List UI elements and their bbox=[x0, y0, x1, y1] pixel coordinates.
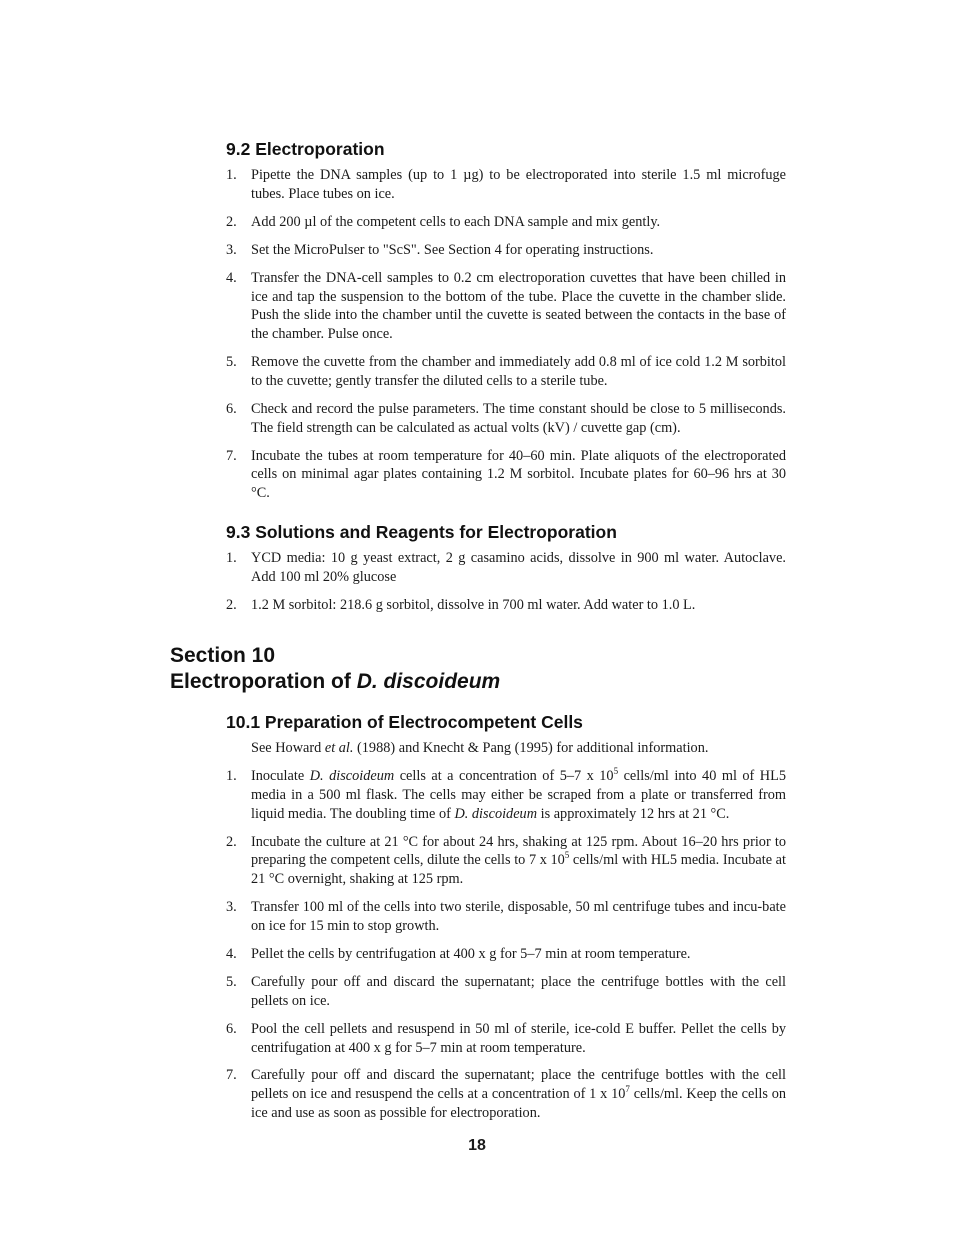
list-item bbox=[226, 1066, 786, 1122]
list-item bbox=[226, 241, 786, 260]
list-item bbox=[226, 833, 786, 889]
list-10-1 bbox=[226, 767, 786, 1132]
item-number: 6. bbox=[226, 1020, 237, 1037]
intro-text: See Howard bbox=[251, 740, 325, 756]
page-number: 18 bbox=[468, 1137, 486, 1154]
item-text: cells/ml into 40 ml of HL5 media in a 500 ml flask. The cells may either be scraped from a plate or transferred from liquid media. The doubling time of bbox=[251, 768, 787, 822]
item-number: 1. bbox=[226, 768, 237, 784]
item-text: Check and record the pulse parameters. The time constant should be close to 5 milliseconds. The field strength can be calculated as actual volts (kV) / cuvette gap (cm). bbox=[251, 400, 786, 436]
item-text: Transfer the DNA-cell samples to 0.2 cm electroporation cuvettes that have been chilled in ice and tap the suspension to the bottom of the tube. Place the cuvette in the chamber slide. Push the slide into the chamber until the cuvette is seated between the contacts in the base of the chamber. Pulse once. bbox=[251, 269, 786, 343]
item-number: 1. bbox=[226, 167, 237, 183]
list-9-2 bbox=[226, 166, 786, 512]
list-item bbox=[226, 269, 786, 344]
heading-10-1: 10.1 Preparation of Electrocompetent Cells bbox=[226, 712, 583, 732]
item-text: YCD media: 10 g yeast extract, 2 g casamino acids, dissolve in 900 ml water. Autoclave. Add 100 ml 20% glucose bbox=[251, 550, 786, 585]
intro-text-rest: (1988) and Knecht & Pang (1995) for additional information. bbox=[353, 740, 709, 756]
list-item bbox=[226, 973, 786, 1011]
list-item bbox=[226, 898, 786, 936]
item-number: 3. bbox=[226, 899, 237, 916]
item-number: 7. bbox=[226, 447, 237, 464]
item-text: cells at a concentration of 5–7 x 10 bbox=[394, 768, 614, 784]
item-superscript: 5 bbox=[564, 850, 570, 861]
item-text: is approximately 12 hrs at 21 °C. bbox=[537, 805, 730, 822]
item-text: Incubate the tubes at room temperature for 40–60 min. Plate aliquots of the electroporated cells on minimal agar plates containing 1.2 M sorbitol. Incubate plates for 60–96 hrs at 30 °C. bbox=[251, 447, 786, 502]
item-number: 4. bbox=[226, 269, 237, 286]
item-text: Carefully pour off and discard the supernatant; place the centrifuge bottles with the cell pellets on ice and resuspend the cells at a concentration of 1 x 10 bbox=[251, 1067, 786, 1103]
item-number: 3. bbox=[226, 241, 237, 258]
item-text: Incubate the culture at 21 °C for about 24 hrs, shaking at 125 rpm. About 16–20 hrs prior to preparing the competent cells, dilute the cells to 7 x 10 bbox=[251, 833, 786, 869]
item-superscript: 5 bbox=[613, 766, 619, 777]
item-italic: D. discoideum bbox=[309, 768, 395, 784]
section-number: Section 10 bbox=[170, 644, 276, 667]
list-9-3 bbox=[226, 549, 786, 624]
item-superscript: 7 bbox=[625, 1084, 630, 1095]
item-number: 5. bbox=[226, 973, 237, 990]
item-text: Pool the cell pellets and resuspend in 50 ml of sterile, ice-cold E buffer. Pellet the cells by centrifugation at 400 x g for 5–7 min at room temperature. bbox=[251, 1020, 786, 1056]
item-text: cells/ml with HL5 media. Incubate at 21 °C overnight, shaking at 125 rpm. bbox=[251, 852, 786, 888]
item-text: Add 200 µl of the competent cells to each DNA sample and mix gently. bbox=[251, 213, 661, 230]
intro-italic: et al. bbox=[324, 740, 354, 756]
item-text: Set the MicroPulser to "ScS". See Section 4 for operating instructions. bbox=[251, 241, 654, 258]
item-text: cells/ml. Keep the cells on ice and use as soon as possible for electroporation. bbox=[251, 1086, 786, 1122]
intro-paragraph bbox=[251, 739, 786, 758]
item-number: 1. bbox=[226, 550, 237, 566]
section-10-title bbox=[170, 643, 500, 695]
item-text: Transfer 100 ml of the cells into two sterile, disposable, 50 ml centrifuge tubes and incu-bate on ice for 15 min to stop growth. bbox=[251, 899, 786, 934]
item-text: 1.2 M sorbitol: 218.6 g sorbitol, dissolve in 700 ml water. Add water to 1.0 L. bbox=[251, 596, 696, 613]
item-text: Remove the cuvette from the chamber and immediately add 0.8 ml of ice cold 1.2 M sorbitol to the cuvette; gently transfer the diluted cells to a sterile tube. bbox=[251, 354, 786, 389]
item-italic: D. discoideum bbox=[454, 805, 538, 822]
item-number: 5. bbox=[226, 354, 237, 371]
item-number: 7. bbox=[226, 1067, 237, 1084]
item-number: 6. bbox=[226, 400, 237, 417]
list-item bbox=[226, 400, 786, 438]
item-text: Inoculate bbox=[251, 768, 310, 784]
list-item bbox=[226, 767, 786, 823]
item-number: 4. bbox=[226, 945, 237, 962]
list-item bbox=[226, 945, 786, 964]
list-item bbox=[226, 213, 786, 232]
item-number: 2. bbox=[226, 833, 237, 850]
list-item bbox=[226, 353, 786, 391]
section-title-organism: D. discoideum bbox=[356, 670, 501, 693]
list-item bbox=[226, 166, 786, 204]
list-item bbox=[226, 596, 786, 615]
list-item bbox=[226, 447, 786, 503]
item-number: 2. bbox=[226, 213, 237, 230]
item-text: Carefully pour off and discard the supernatant; place the centrifuge bottles with the cell pellets on ice. bbox=[251, 973, 786, 1009]
list-item bbox=[226, 1020, 786, 1058]
section-title-prefix: Electroporation of bbox=[170, 670, 357, 693]
heading-9-3: 9.3 Solutions and Reagents for Electroporation bbox=[226, 522, 617, 542]
item-number: 2. bbox=[226, 596, 237, 613]
item-text: Pipette the DNA samples (up to 1 µg) to be electroporated into sterile 1.5 ml microfuge tubes. Place tubes on ice. bbox=[251, 167, 786, 202]
item-text: Pellet the cells by centrifugation at 400 x g for 5–7 min at room temperature. bbox=[251, 945, 691, 962]
heading-9-2: 9.2 Electroporation bbox=[226, 139, 385, 159]
list-item bbox=[226, 549, 786, 587]
